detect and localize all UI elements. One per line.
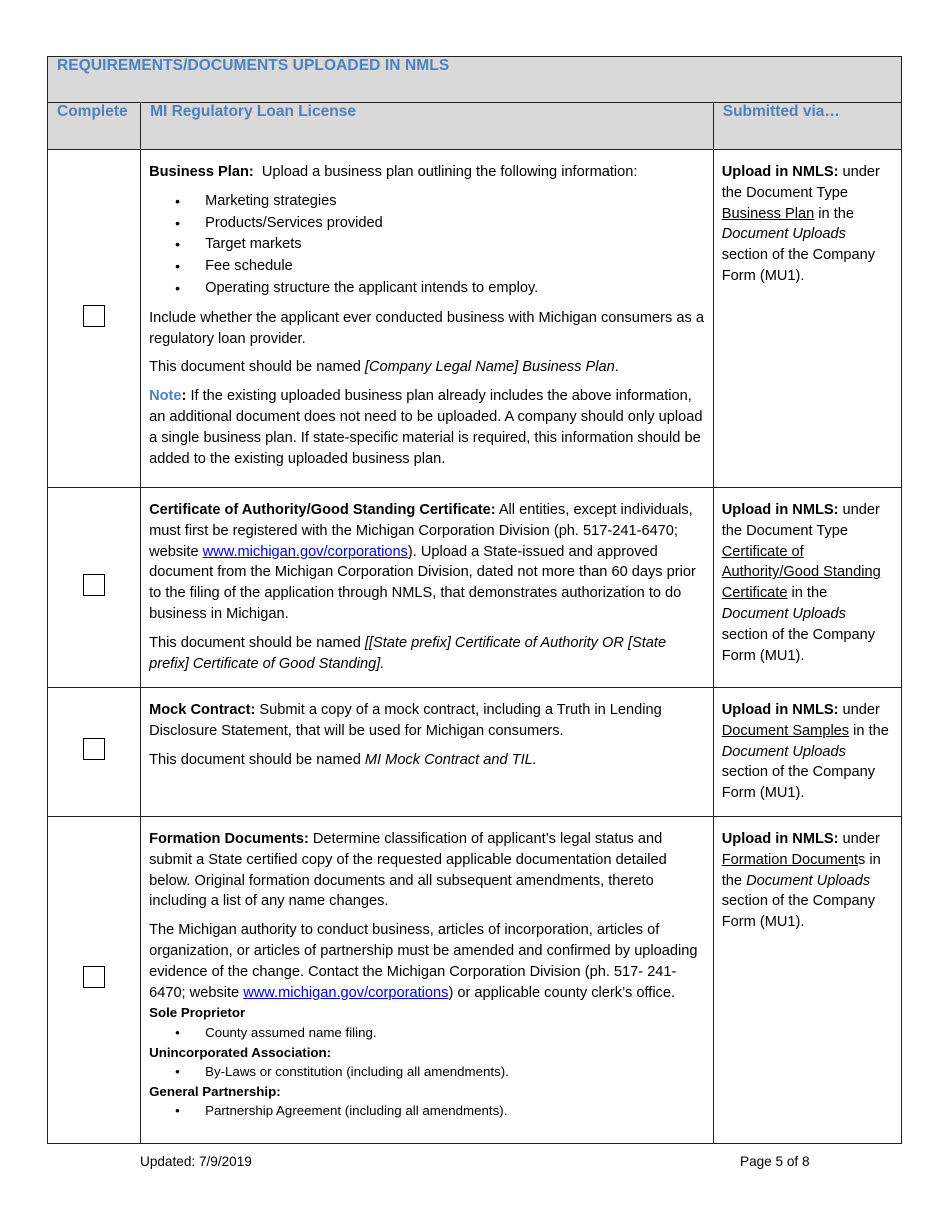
corporations-link[interactable]: www.michigan.gov/corporations bbox=[202, 543, 408, 560]
footer-updated: Updated: 7/9/2019 bbox=[140, 1154, 252, 1169]
sub-text: under bbox=[838, 830, 880, 847]
business-plan-para: Include whether the applicant ever conducted business with Michigan consumers as a regulatory loan provider. bbox=[149, 309, 704, 347]
certificate-naming bbox=[149, 633, 705, 675]
table-header-row bbox=[48, 103, 902, 150]
sub-text: in the bbox=[721, 851, 881, 889]
naming-name: [[State prefix] Certificate of Authority OR [State prefix] Certificate of Good Standing]. bbox=[149, 634, 667, 672]
business-plan-note bbox=[149, 386, 705, 469]
formation-para bbox=[149, 829, 705, 912]
section-name: Document Uploads bbox=[721, 226, 846, 243]
sub-text: under bbox=[838, 702, 880, 718]
section-name: Document Uploads bbox=[721, 605, 846, 622]
sub-text: in the bbox=[787, 585, 828, 602]
mock-contract-para bbox=[149, 700, 705, 742]
business-plan-heading: Business Plan: bbox=[149, 164, 254, 180]
naming-prefix: This document should be named bbox=[149, 359, 365, 376]
complete-cell bbox=[48, 150, 141, 488]
naming-name: MI Mock Contract and TIL. bbox=[364, 751, 537, 768]
certificate-text: All entities, except individuals, must first be registered with the Michigan Corporation Division (ph. 517-241-6470; website bbox=[149, 502, 693, 560]
section-list bbox=[149, 1062, 705, 1082]
sub-bold: Upload in NMLS: bbox=[721, 830, 839, 847]
business-plan-checkbox[interactable] bbox=[83, 305, 105, 327]
header-license: MI Regulatory Loan License bbox=[141, 103, 714, 150]
note-label: Note bbox=[149, 388, 182, 405]
sub-text: under the Document Type bbox=[721, 164, 880, 201]
sub-text: section of the Company Form (MU1). bbox=[721, 893, 876, 931]
formation-text: Determine classification of applicant’s legal status and submit a State certified copy of the requested applicable documentation detailed below. Original formation documents and all subsequent amendments, thereto including a list of any name changes. bbox=[149, 830, 667, 910]
mock-contract-heading: Mock Contract: bbox=[149, 702, 256, 718]
section-list bbox=[149, 1101, 705, 1121]
table-title bbox=[48, 57, 902, 103]
certificate-text: ). Upload a State-issued and approved document from the Michigan Corporation Division, dated not more than 60 days prior to the filing of the application through NMLS, that demonstrates authorization to do business in Michigan. bbox=[149, 543, 696, 622]
corporations-link[interactable]: www.michigan.gov/corporations bbox=[243, 984, 449, 1001]
requirement-cell bbox=[141, 150, 714, 488]
formation-checkbox[interactable] bbox=[83, 966, 105, 988]
table-row-formation bbox=[48, 816, 902, 1143]
complete-cell bbox=[48, 816, 141, 1143]
list-item: • Operating structure the applicant intends to employ. bbox=[205, 278, 705, 300]
submitted-cell bbox=[713, 816, 901, 1143]
certificate-checkbox[interactable] bbox=[83, 574, 105, 596]
list-item: • Fee schedule bbox=[205, 256, 705, 278]
section-label: Sole Proprietor bbox=[149, 1005, 246, 1021]
header-submitted: Submitted via… bbox=[713, 103, 901, 150]
sub-text: under the Document Type bbox=[721, 502, 880, 539]
section-label: Unincorporated Association: bbox=[149, 1044, 332, 1060]
section-name: Document Uploads bbox=[721, 743, 846, 760]
submitted-cell bbox=[713, 688, 901, 817]
sub-text: section of the Company Form (MU1). bbox=[721, 626, 876, 664]
section-name: Document Uploads bbox=[746, 872, 871, 889]
note-text: If the existing uploaded business plan already includes the above information, an additional document does not need to be uploaded. A company should only upload a single business plan. If state-specific material is required, this information should be added to the existing uploaded business plan. bbox=[149, 388, 703, 467]
submitted-cell bbox=[713, 488, 901, 688]
complete-cell bbox=[48, 688, 141, 817]
document-type: Formation Document bbox=[721, 851, 859, 868]
complete-cell bbox=[48, 488, 141, 688]
formation-text: The Michigan authority to conduct business, articles of incorporation, articles of organization, or articles of partnership must be amended and confirmed by uploading evidence of the change. Contact the Michigan Corporation Division (ph. 517- 241-6470; website bbox=[149, 922, 698, 1001]
naming-prefix: This document should be named bbox=[149, 634, 365, 651]
list-item: • Target markets bbox=[205, 234, 705, 256]
list-item: • By-Laws or constitution (including all amendments). bbox=[205, 1062, 705, 1082]
certificate-heading: Certificate of Authority/Good Standing Certificate: bbox=[149, 502, 496, 518]
sub-bold: Upload in NMLS: bbox=[721, 702, 839, 718]
submitted-cell bbox=[713, 150, 901, 488]
table-row-certificate bbox=[48, 488, 902, 688]
business-plan-bullets bbox=[149, 191, 705, 300]
business-plan-naming bbox=[149, 357, 705, 378]
sub-text: section of the Company Form (MU1). bbox=[721, 764, 876, 802]
header-complete: Complete bbox=[48, 103, 141, 150]
mock-contract-text: Submit a copy of a mock contract, including a Truth in Lending Disclosure Statement, that will be used for Michigan consumers. bbox=[149, 702, 662, 739]
requirements-table bbox=[47, 56, 902, 1144]
table-row-business-plan bbox=[48, 150, 902, 488]
sub-text: section of the Company Form (MU1). bbox=[721, 247, 876, 284]
mock-contract-checkbox[interactable] bbox=[83, 738, 105, 760]
list-item: • Products/Services provided bbox=[205, 213, 705, 235]
table-title-text: REQUIREMENTS/DOCUMENTS UPLOADED IN NMLS bbox=[57, 57, 450, 74]
formation-heading: Formation Documents: bbox=[149, 830, 309, 847]
document-type: Certificate of Authority/Good Standing Certificate bbox=[721, 543, 881, 602]
section-list bbox=[149, 1023, 705, 1043]
business-plan-intro: Upload a business plan outlining the following information: bbox=[261, 164, 638, 180]
document-type: Document Samples bbox=[721, 722, 850, 739]
document-type: Business Plan bbox=[721, 205, 815, 222]
formation-text: ) or applicable county clerk’s office. bbox=[448, 984, 676, 1001]
list-item: • County assumed name filing. bbox=[205, 1023, 705, 1043]
mock-contract-naming bbox=[149, 750, 705, 771]
table-row-mock-contract bbox=[48, 688, 902, 817]
sub-bold: Upload in NMLS: bbox=[721, 164, 839, 180]
table-title-row bbox=[48, 57, 902, 103]
requirement-cell bbox=[141, 488, 714, 688]
sub-text: in the bbox=[814, 205, 854, 222]
requirement-cell bbox=[141, 688, 714, 817]
formation-para-2 bbox=[149, 920, 705, 1003]
requirement-cell bbox=[141, 816, 714, 1143]
section-label: General Partnership: bbox=[149, 1083, 281, 1099]
naming-prefix: This document should be named bbox=[149, 751, 365, 768]
list-item: • Marketing strategies bbox=[205, 191, 705, 213]
list-item: • Partnership Agreement (including all amendments). bbox=[205, 1101, 705, 1121]
footer-page-number: Page 5 of 8 bbox=[740, 1154, 810, 1169]
note-colon: : bbox=[181, 388, 187, 405]
naming-name: [Company Legal Name] Business Plan bbox=[364, 359, 615, 376]
naming-suffix: . bbox=[614, 359, 619, 376]
sub-text: in the bbox=[849, 722, 889, 739]
sub-bold: Upload in NMLS: bbox=[721, 502, 839, 518]
document-type-tail: s bbox=[858, 851, 866, 868]
certificate-para bbox=[149, 500, 705, 625]
